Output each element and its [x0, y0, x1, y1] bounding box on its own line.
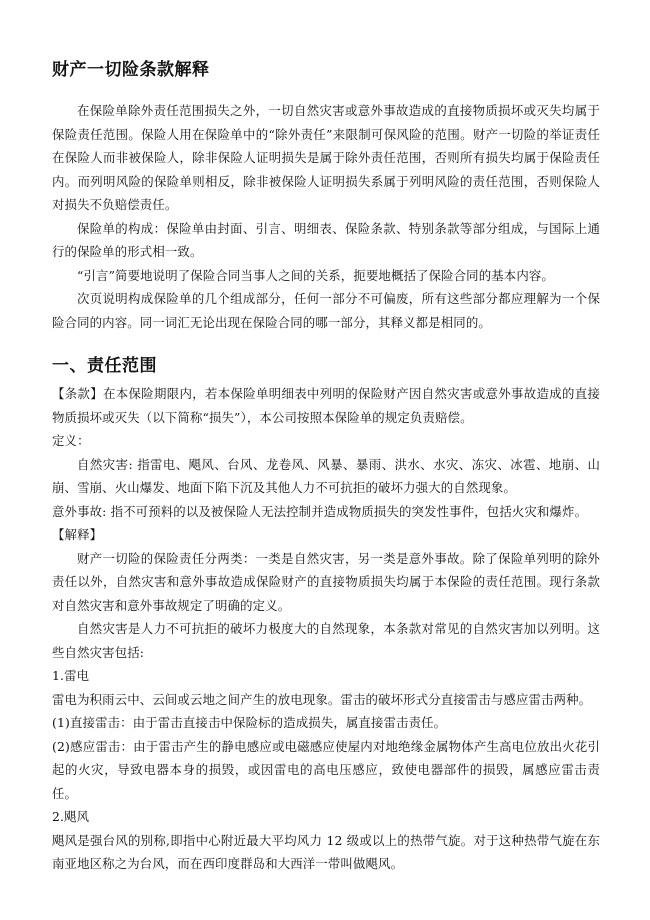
item-desc-hurricane: 飓风是强台风的别称,即指中心附近最大平均风力 12 级或以上的热带气旋。对于这种热带气旋在东南亚地区称之为台风，而在西印度群岛和大西洋一带叫做飓风。 [52, 832, 600, 871]
item-sub-direct-strike: (1)直接雷击：由于雷击直接击中保险标的造成损失，属直接雷击责任。 [52, 715, 447, 730]
explanation-paragraph: 自然灾害是人力不可抗拒的破坏力极度大的自然现象，本条款对常见的自然灾害加以列明。这些自然灾害包括: [52, 621, 600, 660]
definition-label: 定义： [52, 433, 90, 448]
document-title: 财产一切险条款解释 [52, 60, 210, 80]
intro-paragraph: 在保险单除外责任范围损失之外，一切自然灾害或意外事故造成的直接物质损坏或灭失均属于保险责任范围。保险人用在保险单中的“除外责任”来限制可保风险的范围。财产一切险的举证责任在保险人而非被保险人，除非保险人证明损失是属于除外责任范围，否则所有损失均属于保险责任内。而列明风险的保险单则相反，除非被保险人证明损失系属于列明风险的责任范围，否则保险人对损失不负赔偿责任。 [52, 103, 600, 212]
natural-disaster-definition: 自然灾害: 指雷电、飓风、台风、龙卷风、风暴、暴雨、洪水、水灾、冻灾、冰雹、地崩、山崩、雪崩、火山爆发、地面下陷下沉及其他人力不可抗拒的破坏力强大的自然现象。 [52, 456, 600, 495]
section-heading: 一、责任范围 [52, 356, 157, 376]
section-body [52, 382, 600, 876]
item-title-hurricane: 2.飓风 [52, 809, 90, 824]
accident-definition: 意外事故: 指不可预料的以及被保险人无法控制并造成物质损失的突发性事件，包括火灾和爆炸。 [52, 503, 588, 519]
explanation-label: 【解释】 [52, 527, 103, 542]
item-desc-lightning: 雷电为积雨云中、云间或云地之间产生的放电现象。雷击的破坏形式分直接雷击与感应雷击两种。 [52, 691, 592, 707]
intro-paragraph: 保险单的构成：保险单由封面、引言、明细表、保险条款、特别条款等部分组成，与国际上通行的保险单的形式相一致。 [52, 220, 600, 259]
intro-paragraph: 次页说明构成保险单的几个组成部分，任何一部分不可偏废，所有这些部分都应理解为一个保险合同的内容。同一词汇无论出现在保险合同的哪一部分，其释义都是相同的。 [52, 291, 600, 330]
intro-section [52, 99, 600, 334]
item-sub-induced-strike: (2)感应雷击：由于雷击产生的静电感应或电磁感应使屋内对地绝缘金属物体产生高电位放出火花引起的火灾，导致电器本身的损毁，或因雷电的高电压感应，致使电器部件的损毁，属感应雷击责任。 [52, 738, 600, 801]
explanation-paragraph: 财产一切险的保险责任分两类：一类是自然灾害，另一类是意外事故。除了保险单列明的除外责任以外，自然灾害和意外事故造成保险财产的直接物质损失均属于本保险的责任范围。现行条款对自然灾害和意外事故规定了明确的定义。 [52, 550, 600, 613]
item-title-lightning: 1.雷电 [52, 668, 90, 683]
clause-paragraph: 【条款】在本保险期限内，若本保险单明细表中列明的保险财产因自然灾害或意外事故造成的直接物质损坏或灭失（以下简称“损失”），本公司按照本保险单的规定负责赔偿。 [52, 386, 600, 425]
intro-paragraph: “引言”简要地说明了保险合同当事人之间的关系，扼要地概括了保险合同的基本内容。 [77, 267, 554, 283]
